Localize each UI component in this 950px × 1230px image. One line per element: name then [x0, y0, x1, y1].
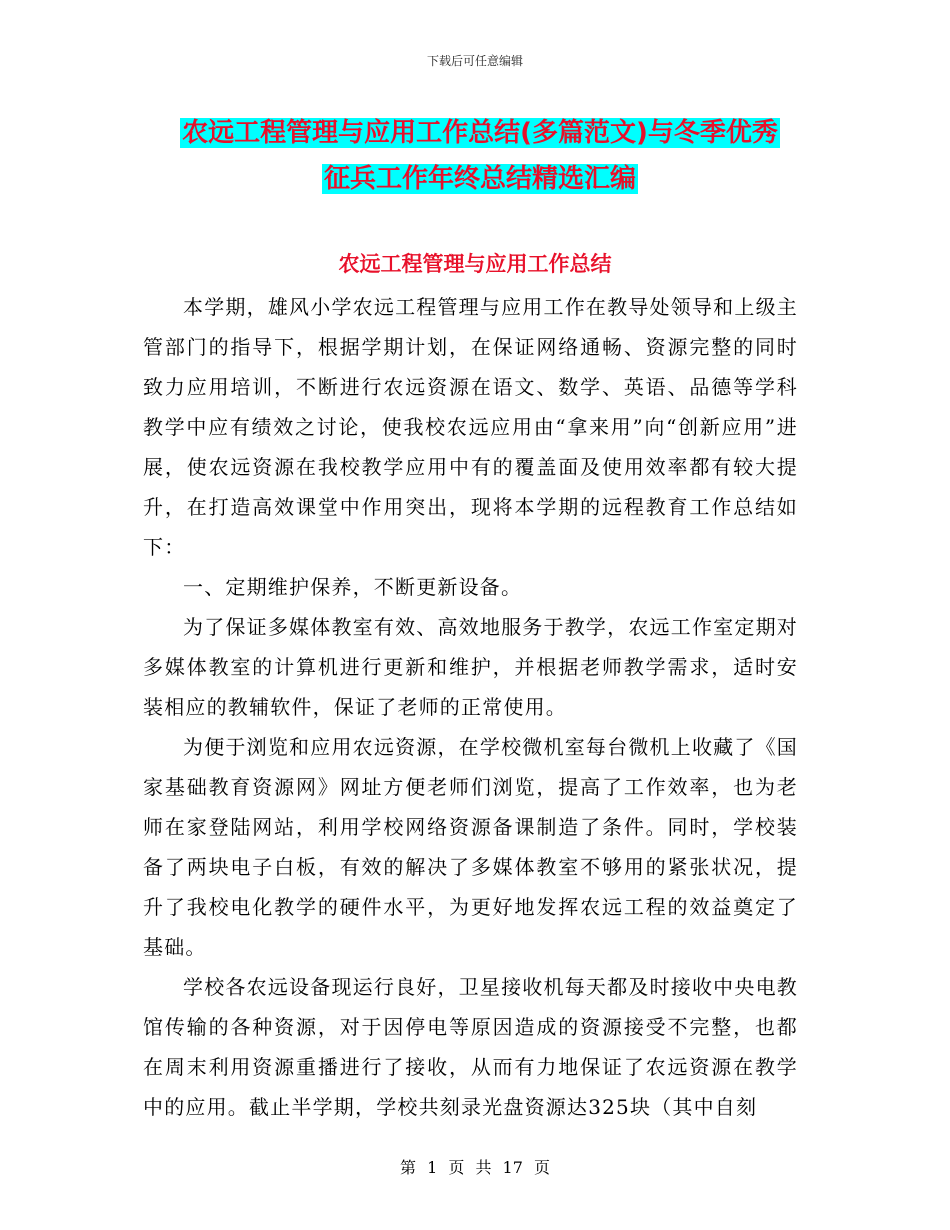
paragraph: 本学期，雄风小学农远工程管理与应用工作在教导处领导和上级主管部门的指导下，根据学期计划，在保证网络通畅、资源完整的同时致力应用培训，不断进行农远资源在语文、数学、英语、品德等学科教学中应有绩效之讨论，使我校农远应用由“拿来用”向“创新应用”进展，使农远资源在我校教学应用中有的覆盖面及使用效率都有较大提升，在打造高效课堂中作用突出，现将本学期的远程教育工作总结如下：	[143, 295, 798, 559]
paragraph: 一、定期维护保养，不断更新设备。	[183, 575, 523, 599]
header-note: 下载后可任意编辑	[426, 54, 523, 68]
paragraph: 为了保证多媒体教室有效、高效地服务于教学，农远工作室定期对多媒体教室的计算机进行更新和维护，并根据老师教学需求，适时安装相应的教辅软件，保证了老师的正常使用。	[143, 615, 798, 719]
title-line-2: 征兵工作年终总结精选汇编	[323, 164, 636, 194]
paragraph: 学校各农远设备现运行良好，卫星接收机每天都及时接收中央电教馆传输的各种资源，对于因停电等原因造成的资源接受不完整，也都在周末利用资源重播进行了接收，从而有力地保证了农远资源在教学中的应用。截止半学期，学校共刻录光盘资源达325块（其中自刻	[143, 975, 798, 1119]
body-text	[143, 287, 798, 1127]
page-footer: 第 1 页 共 17 页	[400, 1158, 550, 1177]
paragraph: 为便于浏览和应用农远资源，在学校微机室每台微机上收藏了《国家基础教育资源网》网址方便老师们浏览，提高了工作效率，也为老师在家登陆网站，利用学校网络资源备课制造了条件。同时，学校装备了两块电子白板，有效的解决了多媒体教室不够用的紧张状况，提升了我校电化教学的硬件水平，为更好地发挥农远工程的效益奠定了基础。	[143, 735, 798, 959]
section-title: 农远工程管理与应用工作总结	[338, 252, 612, 276]
document-title	[140, 110, 820, 202]
title-line-1: 农远工程管理与应用工作总结(多篇范文)与冬季优秀	[182, 118, 778, 148]
